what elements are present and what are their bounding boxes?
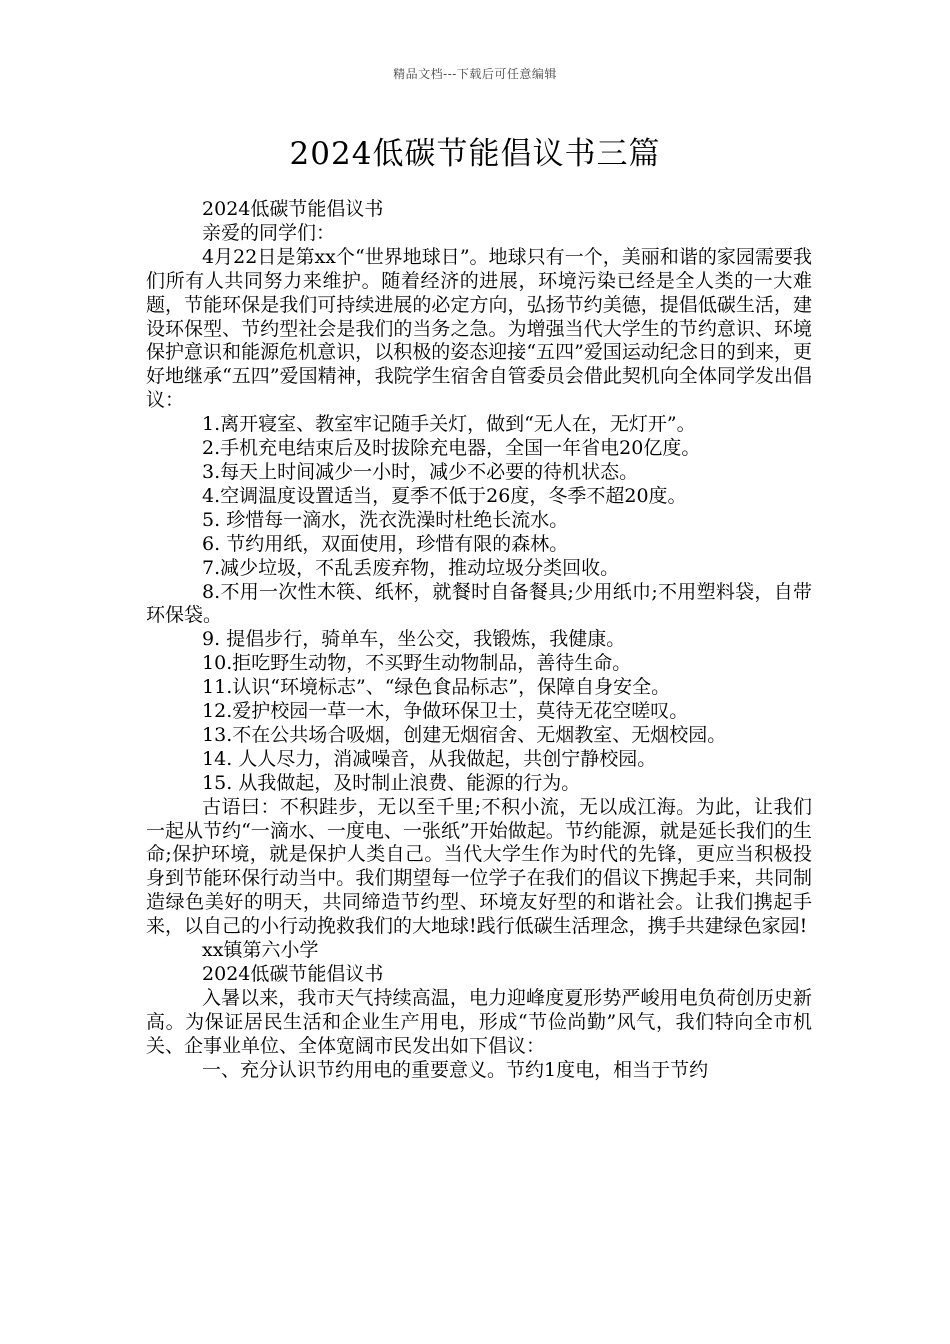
signature: xx镇第六小学 [202, 939, 319, 962]
list-item: 9. 提倡步行，骑单车，坐公交，我锻炼，我健康。 [202, 628, 626, 651]
section-heading: 2024低碳节能倡议书 [202, 963, 384, 985]
list-item: 12.爱护校园一草一木，争做环保卫士，莫待无花空嗟叹。 [202, 700, 689, 723]
list-item: 2.手机充电结束后及时拔除充电器，全国一年省电20亿度。 [202, 437, 701, 460]
list-item: 11.认识“环境标志”、“绿色食品标志”，保障自身安全。 [202, 676, 671, 699]
body-paragraph: 入暑以来，我市天气持续高温，电力迎峰度夏形势严峻用电负荷创历史新高。为保证居民生活和企业生产用电，形成“节俭尚勤”风气，我们特向全市机关、企事业单位、全体宽阔市民发出如下倡议： [146, 986, 812, 1057]
page-header: 精品文档---下载后可任意编辑 [393, 67, 557, 81]
list-item: 8.不用一次性木筷、纸杯，就餐时自备餐具;少用纸巾;不用塑料袋，自带环保袋。 [146, 580, 812, 627]
list-item: 15. 从我做起，及时制止浪费、能源的行为。 [202, 771, 581, 794]
list-item: 13.不在公共场合吸烟，创建无烟宿舍、无烟教室、无烟校园。 [202, 723, 727, 746]
list-item: 3.每天上时间减少一小时，减少不必要的待机状态。 [202, 460, 639, 483]
body-paragraph: 4月22日是第xx个“世界地球日”。地球只有一个，美丽和谐的家园需要我们所有人共同努力来维护。随着经济的进展，环境污染已经是全人类的一大难题，节能环保是我们可持续进展的必定方向，弘扬节约美德，提倡低碳生活，建设环保型、节约型社会是我们的当务之急。为增强当代大学生的节约意识、环境保护意识和能源危机意识，以积极的姿态迎接“五四”爱国运动纪念日的到来，更好地继承“五四”爱国精神，我院学生宿舍自管委员会借此契机向全体同学发出倡议： [146, 245, 812, 412]
list-item: 6. 节约用纸，双面使用，珍惜有限的森林。 [202, 532, 569, 555]
list-item: 4.空调温度设置适当，夏季不低于26度，冬季不超20度。 [202, 484, 687, 507]
list-item: 10.拒吃野生动物，不买野生动物制品，善待生命。 [202, 652, 632, 675]
body-paragraph: 一、充分认识节约用电的重要意义。节约1度电，相当于节约 [202, 1058, 709, 1081]
list-item: 7.减少垃圾，不乱丢废弃物，推动垃圾分类回收。 [202, 556, 620, 579]
list-item: 5. 珍惜每一滴水，洗衣洗澡时杜绝长流水。 [202, 508, 569, 531]
salutation: 亲爱的同学们： [202, 221, 336, 244]
document-body [146, 198, 812, 1083]
list-item: 14. 人人尽力，消减噪音，从我做起，共创宁静校园。 [202, 747, 657, 770]
document-title: 2024低碳节能倡议书三篇 [289, 136, 661, 172]
body-paragraph: 古语曰：不积跬步，无以至千里;不积小流，无以成江海。为此，让我们一起从节约“一滴水、一度电、一张纸”开始做起。节约能源，就是延长我们的生命;保护环境，就是保护人类自己。当代大学生作为时代的先锋，更应当积极投身到节能环保行动当中。我们期望每一位学子在我们的倡议下携起手来，共同制造绿色美好的明天，共同缔造节约型、环境友好型的和谐社会。让我们携起手来，以自己的小行动挽救我们的大地球!践行低碳生活理念，携手共建绿色家园! [146, 795, 812, 938]
list-item: 1.离开寝室、教室牢记随手关灯，做到“无人在，无灯开”。 [202, 413, 696, 436]
section-heading: 2024低碳节能倡议书 [202, 198, 384, 220]
